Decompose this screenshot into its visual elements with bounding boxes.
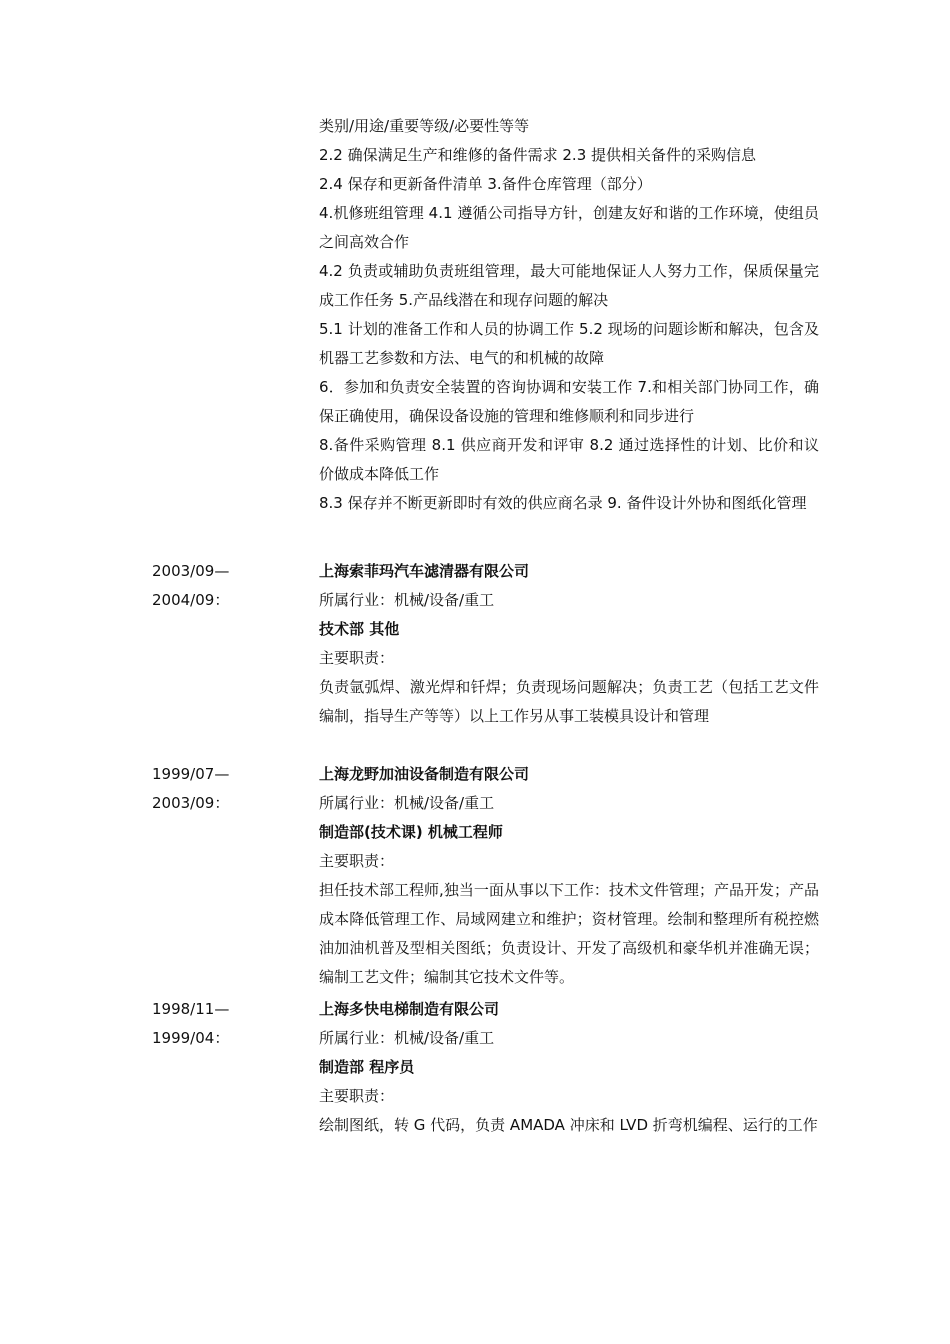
industry: 所属行业：机械/设备/重工: [319, 1029, 495, 1047]
duty-paragraph: 5.1 计划的准备工作和人员的协调工作 5.2 现场的问题诊断和解决，包含及机器工艺参数和方法、电气的和机械的故障: [319, 320, 819, 367]
duties-text: 绘制图纸，转 G 代码，负责 AMADA 冲床和 LVD 折弯机编程、运行的工作: [319, 1116, 818, 1134]
job-period: [152, 557, 302, 615]
duty-paragraph: 类别/用途/重要等级/必要性等等: [319, 117, 530, 135]
job-entry: [319, 760, 819, 992]
department-title: 制造部 程序员: [319, 1058, 415, 1076]
period-start: 2003/09—: [152, 562, 230, 580]
duty-paragraph: 8.备件采购管理 8.1 供应商开发和评审 8.2 通过选择性的计划、比价和议价做成本降低工作: [319, 436, 819, 483]
job-entry: [319, 995, 819, 1140]
period-end: 2004/09：: [152, 591, 230, 609]
duty-paragraph: 8.3 保存并不断更新即时有效的供应商名录 9. 备件设计外协和图纸化管理: [319, 494, 807, 512]
company-name: 上海龙野加油设备制造有限公司: [319, 765, 530, 783]
department-title: 技术部 其他: [319, 620, 400, 638]
period-end: 1999/04：: [152, 1029, 230, 1047]
period-start: 1998/11—: [152, 1000, 230, 1018]
job-period: [152, 760, 302, 818]
duties-label: 主要职责：: [319, 649, 395, 667]
duty-paragraph: 2.2 确保满足生产和维修的备件需求 2.3 提供相关备件的采购信息: [319, 146, 757, 164]
duties-label: 主要职责：: [319, 852, 395, 870]
duty-paragraph: 6．参加和负责安全装置的咨询协调和安装工作 7.和相关部门协同工作，确保正确使用，确保设备设施的管理和维修顺利和同步进行: [319, 378, 819, 425]
company-name: 上海索菲玛汽车滤清器有限公司: [319, 562, 530, 580]
industry: 所属行业：机械/设备/重工: [319, 794, 495, 812]
period-end: 2003/09：: [152, 794, 230, 812]
duties-label: 主要职责：: [319, 1087, 395, 1105]
previous-job-duties: [319, 112, 819, 518]
duty-paragraph: 4.机修班组管理 4.1 遵循公司指导方针，创建友好和谐的工作环境，使组员之间高效合作: [319, 204, 819, 251]
period-start: 1999/07—: [152, 765, 230, 783]
industry: 所属行业：机械/设备/重工: [319, 591, 495, 609]
job-entry: [319, 557, 819, 731]
job-period: [152, 995, 302, 1053]
duties-text: 担任技术部工程师,独当一面从事以下工作：技术文件管理；产品开发；产品成本降低管理工作、局域网建立和维护；资材管理。绘制和整理所有税控燃油加油机普及型相关图纸；负责设计、开发了高级机和豪华机并准确无误；编制工艺文件；编制其它技术文件等。: [319, 881, 819, 986]
duty-paragraph: 4.2 负责或辅助负责班组管理，最大可能地保证人人努力工作，保质保量完成工作任务 5.产品线潜在和现存问题的解决: [319, 262, 819, 309]
duty-paragraph: 2.4 保存和更新备件清单 3.备件仓库管理（部分）: [319, 175, 652, 193]
duties-text: 负责氩弧焊、激光焊和钎焊；负责现场问题解决；负责工艺（包括工艺文件编制，指导生产等等）以上工作另从事工装模具设计和管理: [319, 678, 819, 725]
department-title: 制造部(技术课) 机械工程师: [319, 823, 503, 841]
company-name: 上海多快电梯制造有限公司: [319, 1000, 500, 1018]
